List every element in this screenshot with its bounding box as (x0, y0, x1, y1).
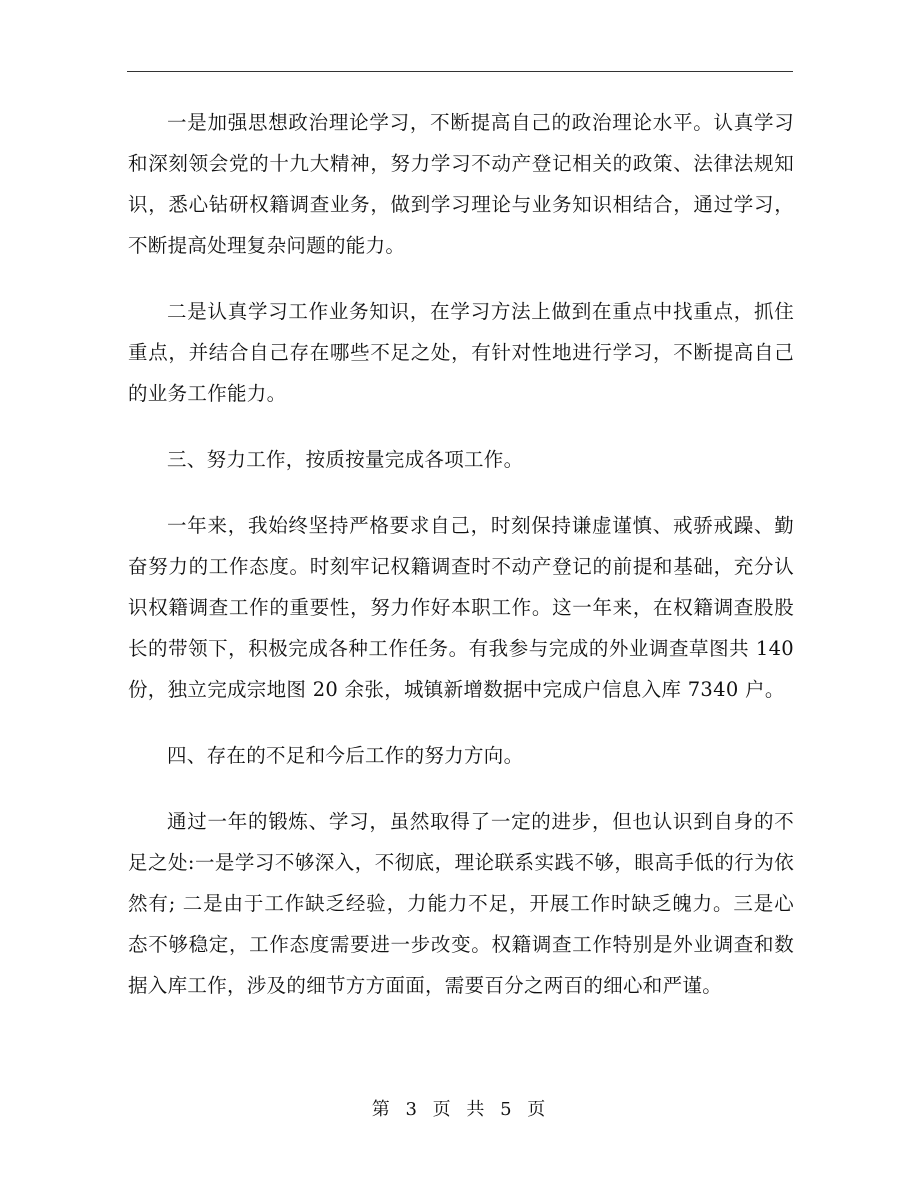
section-heading-3: 三、努力工作，按质按量完成各项工作。 (167, 448, 524, 471)
section-heading-4: 四、存在的不足和今后工作的努力方向。 (167, 744, 524, 767)
paragraph-1: 一是加强思想政治理论学习，不断提高自己的政治理论水平。认真学习和深刻领会党的十九大精神，努力学习不动产登记相关的政策、法律法规知识，悉心钻研权籍调查业务，做到学习理论与业务知识相结合，通过学习，不断提高处理复杂问题的能力。 (128, 111, 794, 257)
paragraph-6: 通过一年的锻炼、学习，虽然取得了一定的进步，但也认识到自身的不足之处:一是学习不够深入，不彻底，理论联系实践不够，眼高手低的行为依然有; 二是由于工作缺乏经验，力能力不足，开展工作时缺乏魄力。三是心态不够稳定，工作态度需要进一步改变。权籍调查工作特别是外业调查和数据入库工作，涉及的细节方方面面，需要百分之两百的细心和严谨。 (128, 810, 794, 997)
paragraph-4: 一年来，我始终坚持严格要求自己，时刻保持谦虚谨慎、戒骄戒躁、勤奋努力的工作态度。时刻牢记权籍调查时不动产登记的前提和基础，充分认识权籍调查工作的重要性，努力作好本职工作。这一年来，在权籍调查股股长的带领下，积极完成各种工作任务。有我参与完成的外业调查草图共 140 份，独立完成宗地图 20 余张，城镇新增数据中完成户信息入库 7340 户。 (128, 514, 794, 701)
paragraph-2: 二是认真学习工作业务知识，在学习方法上做到在重点中找重点，抓住重点，并结合自己存在哪些不足之处，有针对性地进行学习，不断提高自己的业务工作能力。 (128, 300, 794, 405)
page-number-footer: 第 3 页 共 5 页 (371, 1099, 549, 1120)
header-rule (127, 71, 793, 72)
document-body (128, 102, 794, 1031)
